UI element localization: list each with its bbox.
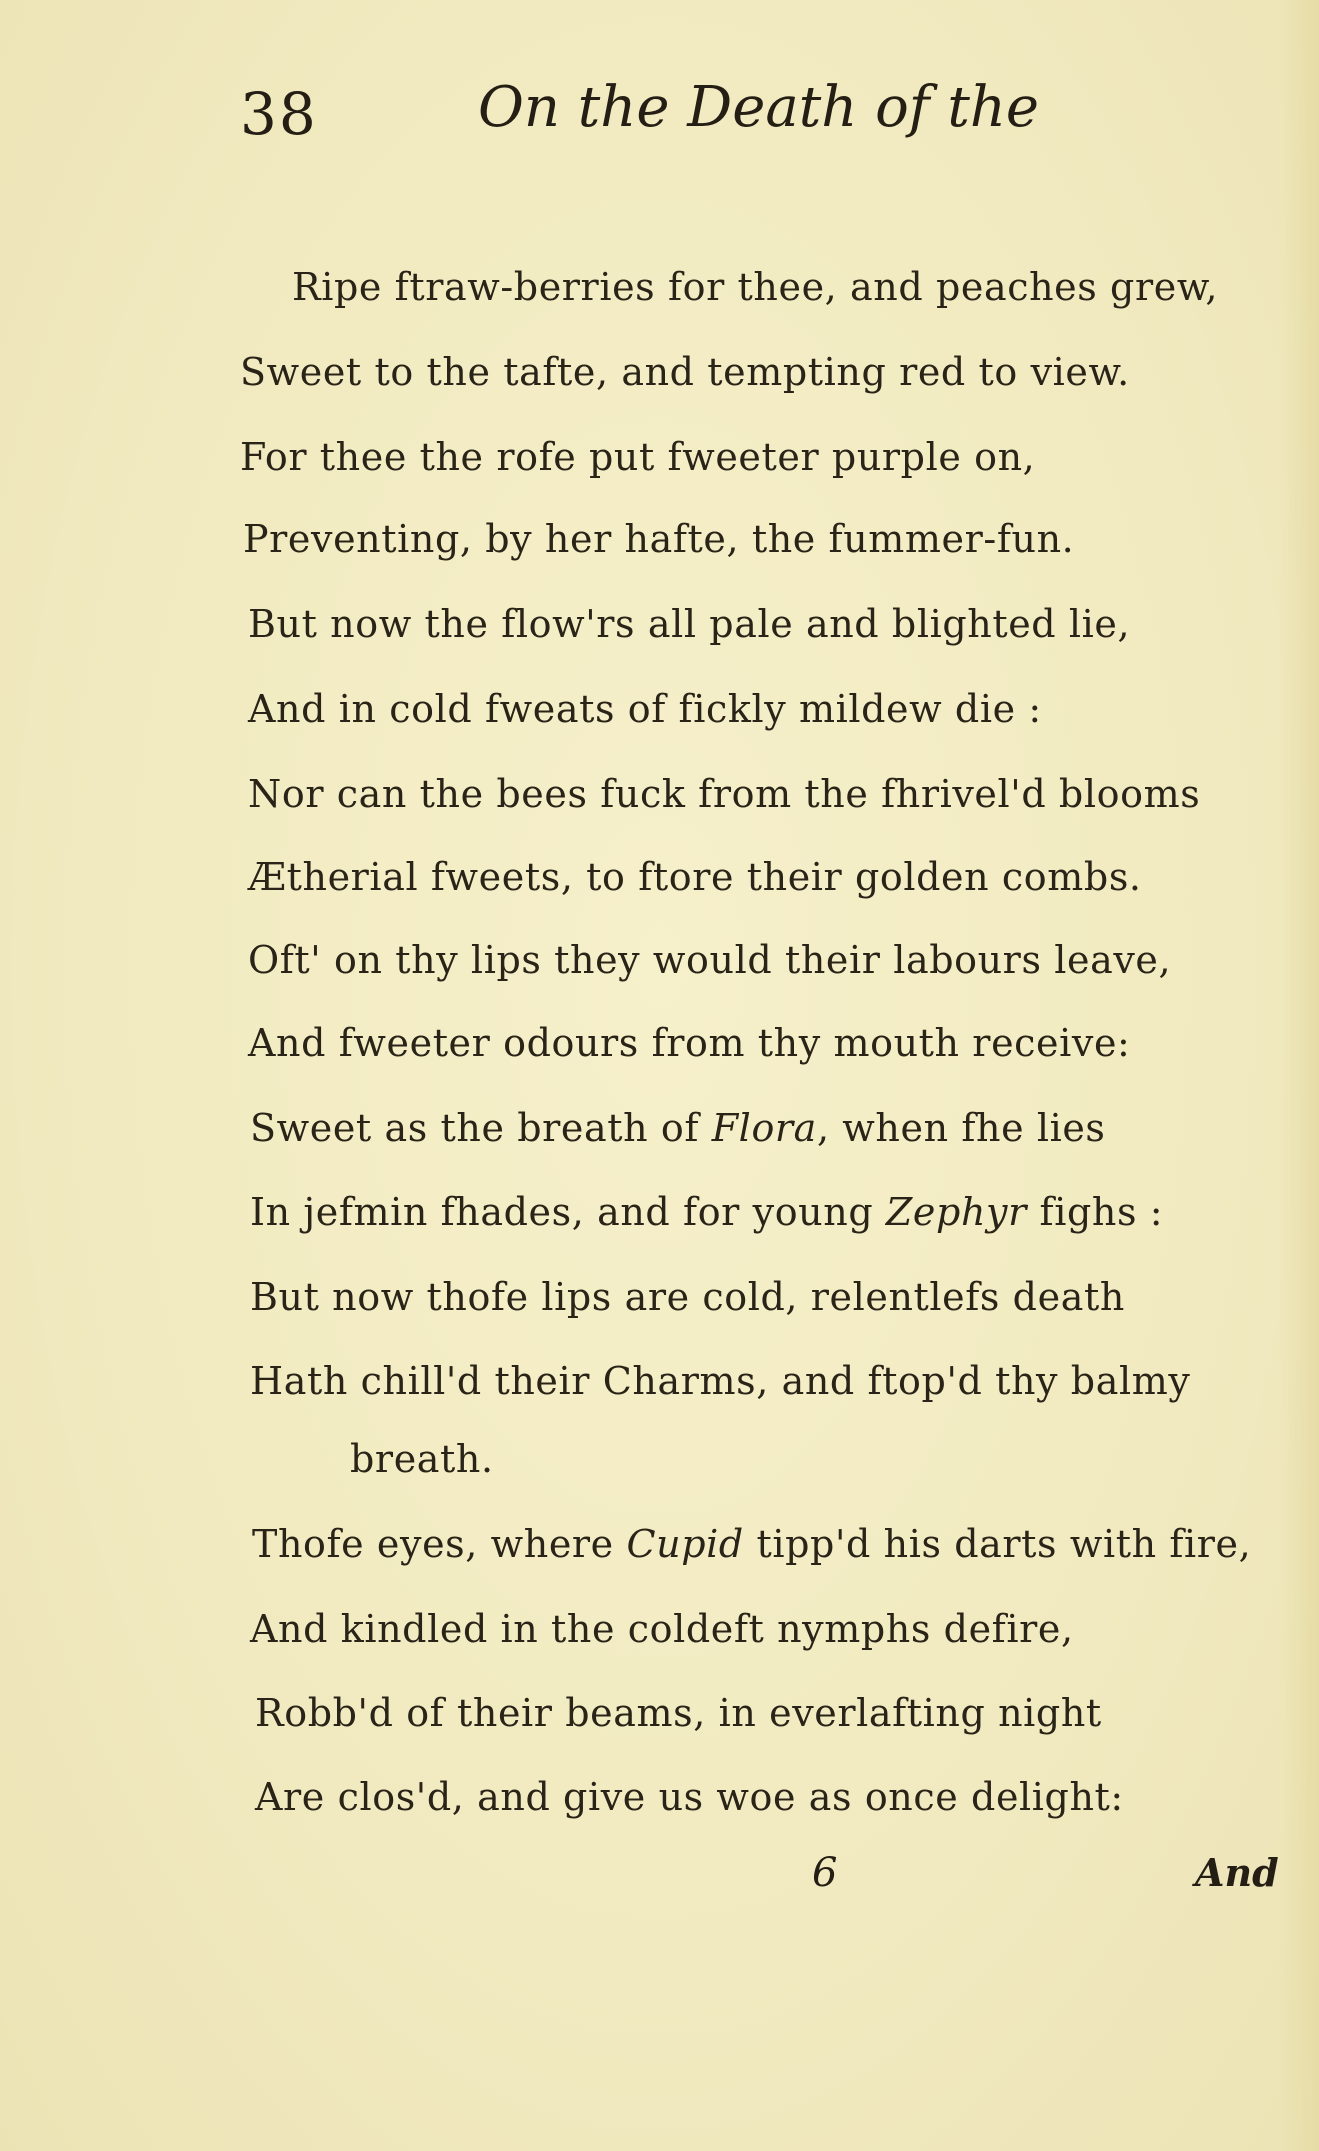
italic-name-flora: Flora xyxy=(711,1106,817,1150)
verse-line: Nor can the bees fuck from the fhrivel'd blooms xyxy=(248,772,1201,816)
verse-line: Oft' on thy lips they would their labours leave, xyxy=(248,938,1172,982)
verse-line: Preventing, by her hafte, the fummer-fun. xyxy=(243,517,1075,561)
verse-line xyxy=(252,1522,1251,1566)
verse-text: Sweet as the breath of xyxy=(250,1106,712,1150)
verse-text: , when fhe lies xyxy=(816,1106,1106,1150)
verse-line: Robb'd of their beams, in everlafting night xyxy=(255,1691,1102,1735)
page-number: 38 xyxy=(240,80,318,148)
verse-text: fighs : xyxy=(1026,1190,1164,1234)
verse-line: And kindled in the coldeft nymphs defire, xyxy=(250,1607,1074,1651)
poem-verse xyxy=(0,265,1319,1865)
verse-line: Hath chill'd their Charms, and ftop'd thy balmy xyxy=(250,1359,1191,1403)
verse-text: In jefmin fhades, and for young xyxy=(250,1190,886,1234)
verse-line xyxy=(250,1106,1106,1150)
italic-name-zephyr: Zephyr xyxy=(885,1190,1027,1234)
page-footer xyxy=(0,1850,1319,1920)
verse-text: Thofe eyes, where xyxy=(252,1522,627,1566)
verse-line: And fweeter odours from thy mouth receive: xyxy=(248,1021,1131,1065)
verse-line: Ætherial fweets, to ftore their golden combs. xyxy=(248,855,1142,899)
verse-line: But now thofe lips are cold, relentlefs death xyxy=(250,1275,1125,1319)
signature-mark: 6 xyxy=(812,1850,838,1896)
verse-line: But now the flow'rs all pale and blighted lie, xyxy=(248,602,1131,646)
verse-line: Ripe ftraw-berries for thee, and peaches grew, xyxy=(292,265,1219,309)
verse-line: For thee the rofe put fweeter purple on, xyxy=(240,435,1036,479)
verse-line: Are clos'd, and give us woe as once delight: xyxy=(255,1775,1124,1819)
verse-line xyxy=(250,1190,1163,1234)
verse-text: tipp'd his darts with fire, xyxy=(743,1522,1252,1566)
page-header xyxy=(0,70,1319,160)
verse-line: Sweet to the tafte, and tempting red to view. xyxy=(240,350,1130,394)
italic-name-cupid: Cupid xyxy=(626,1522,744,1566)
catchword: And xyxy=(1195,1850,1279,1895)
running-title: On the Death of the xyxy=(478,75,1040,140)
verse-line: And in cold fweats of fickly mildew die : xyxy=(248,687,1042,731)
verse-turnover-line: breath. xyxy=(350,1437,494,1481)
